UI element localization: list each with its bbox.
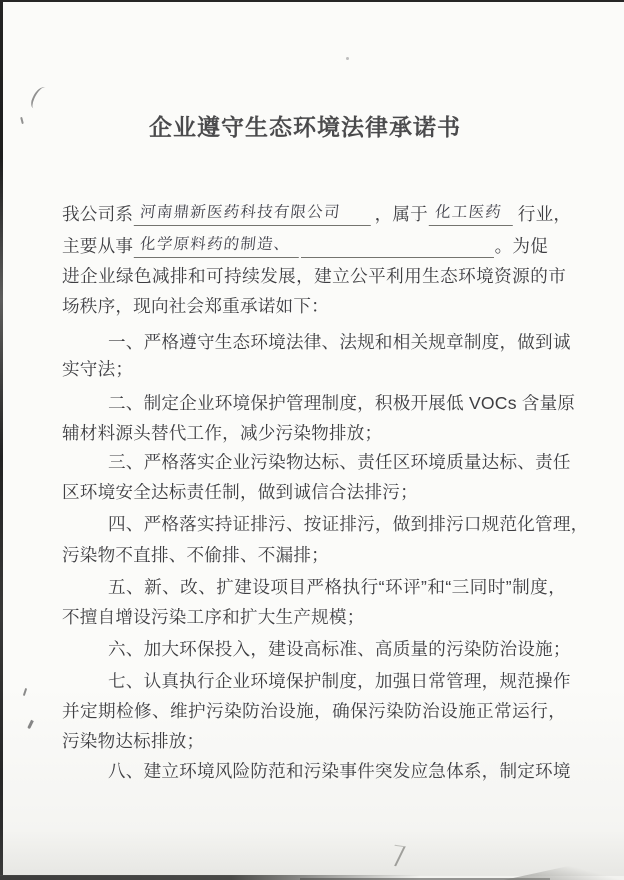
intro-engaged-prefix: 主要从事 — [62, 236, 134, 256]
scan-smudge — [27, 720, 34, 729]
intro-line-1 — [62, 202, 572, 226]
body-line-3: 一、严格遵守生态环境法律、法规和相关规章制度，做到诚 — [108, 332, 571, 352]
body-line-4: 实守法； — [62, 359, 134, 379]
intro-industry-suffix: 行业， — [517, 204, 572, 224]
body-line-1: 进企业绿色减排和可持续发展，建立公平利用生态环境资源的市 — [62, 266, 566, 286]
handwritten-company-name: 河南鼎新医药科技有限公司 — [134, 202, 374, 226]
body-line-9: 四、严格落实持证排污、按证排污，做到排污口规范化管理， — [108, 514, 589, 534]
body-line-14: 七、认真执行企业环境保护制度，加强日常管理，规范操作 — [108, 671, 571, 691]
handwritten-industry: 化工医药 — [429, 202, 515, 226]
intro-prefix: 我公司系 — [62, 204, 134, 224]
intro-engaged-suffix: 。为促 — [494, 236, 548, 256]
body-line-8: 区环境安全达标责任制，做到诚信合法排污； — [62, 482, 418, 502]
body-line-11: 五、新、改、扩建设项目严格执行“环评”和“三同时”制度， — [108, 577, 566, 597]
intro-line-2 — [62, 234, 548, 258]
document-title: 企业遵守生态环境法律承诺书 — [149, 114, 461, 140]
body-line-5: 二、制定企业环境保护管理制度，积极开展低 VOCs 含量原 — [108, 393, 576, 413]
scan-bottom-shadow — [0, 828, 624, 876]
body-line-12: 不擅自增设污染工序和扩大生产规模； — [62, 607, 365, 627]
body-line-2: 场秩序，现向社会郑重承诺如下： — [62, 296, 329, 316]
handwritten-business-scope: 化学原料药的制造、 — [134, 234, 302, 258]
intro-belongs: ，属于 — [374, 204, 428, 224]
scan-smudge — [29, 84, 51, 111]
body-line-7: 三、严格落实企业污染物达标、责任区环境质量达标、责任 — [108, 452, 571, 472]
blank-underline — [301, 238, 494, 258]
body-line-13: 六、加大环保投入，建设高标准、高质量的污染防治设施； — [108, 639, 571, 659]
body-line-10: 污染物不直排、不偷排、不漏排； — [62, 545, 329, 565]
body-line-6: 辅材料源头替代工作，减少污染物排放； — [62, 423, 383, 443]
scan-edge-top — [0, 0, 624, 2]
scan-smudge — [23, 688, 27, 696]
body-line-15: 并定期检修、维护污染防治设施，确保污染防治设施正常运行， — [62, 701, 566, 721]
body-line-17: 八、建立环境风险防范和污染事件突发应急体系，制定环境 — [108, 761, 571, 781]
body-line-16: 污染物达标排放； — [62, 731, 205, 751]
scan-smudge — [346, 57, 349, 60]
